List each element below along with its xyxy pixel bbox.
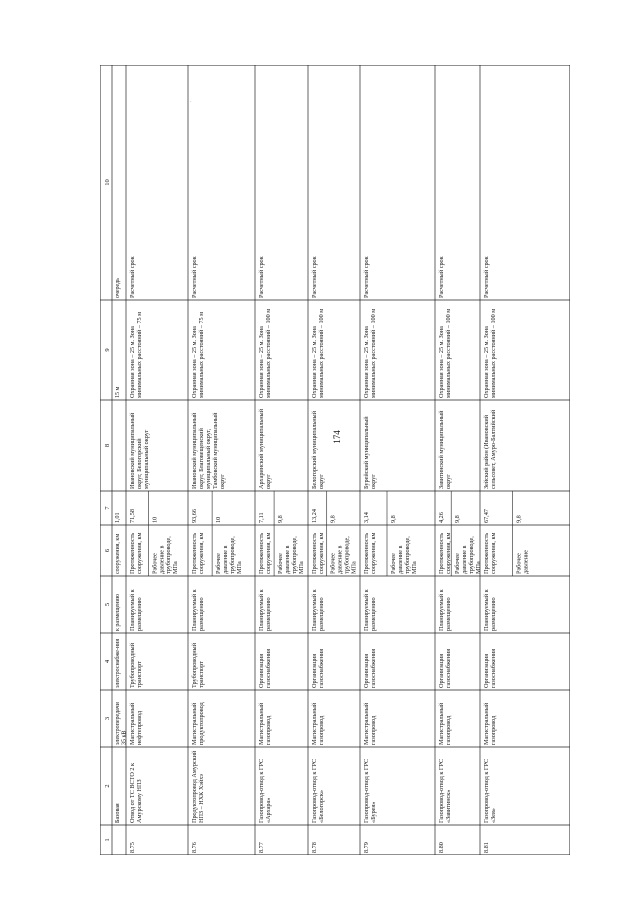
row-number: 8.80 xyxy=(438,842,445,853)
object-name: Газопровод-отвод к ГРС«Белогорск» xyxy=(311,758,325,823)
object-status: Планируемый кразмещению xyxy=(191,589,205,631)
row-number: 8.81 xyxy=(483,842,490,853)
protection-zone: Охранная зона – 25 м. Зонаминимальных расстояний – 100 м xyxy=(363,308,377,398)
column-number: 5 xyxy=(104,602,111,607)
location: Ивановский муниципальныйокруг, Благовещенскиймуниципальный округ,Тамбовский муниципальныйокруг xyxy=(191,412,226,489)
continued-cell: электропередачи35 кВ xyxy=(115,702,128,745)
characteristic-name: Протяженностьсооружения, км xyxy=(129,532,143,574)
row-number: 8.77 xyxy=(258,842,265,853)
object-kind: Магистральныйгазопровод xyxy=(363,702,377,745)
column-number: 8 xyxy=(104,443,111,448)
characteristic-name: Рабочеедавление втрубопроводе,МПа xyxy=(390,536,418,574)
characteristic-value: 9,8 xyxy=(515,515,523,523)
characteristic-value: 3,14 xyxy=(363,512,370,523)
column-number: 4 xyxy=(104,659,111,664)
implementation-term: Расчетный срок xyxy=(129,256,136,298)
page-number: 174 xyxy=(331,430,342,444)
object-kind: Магистральныйгазопровод xyxy=(438,702,452,745)
characteristic-value: 10 xyxy=(215,516,223,523)
implementation-term: Расчетный срок xyxy=(363,256,370,298)
object-purpose: Трубопроводныйтранспорт xyxy=(191,642,205,688)
continued-cell: 15 м xyxy=(115,386,121,398)
object-purpose: Организациягазоснабжения xyxy=(363,648,377,688)
implementation-term: Расчетный срок xyxy=(258,256,265,298)
characteristic-name: Рабочеедавление втрубопроводе,МПа xyxy=(151,536,180,574)
object-status: Планируемый кразмещению xyxy=(483,589,497,631)
characteristic-value: 9,8 xyxy=(329,515,337,523)
object-name: Продуктопровод АмурскийНПЗ – НХК Хэйхэ xyxy=(191,750,205,823)
characteristic-value: 9,8 xyxy=(277,515,285,523)
characteristic-name: Рабочеедавление втрубопроводе,МПа xyxy=(329,536,358,574)
object-status: Планируемый кразмещению xyxy=(438,589,452,631)
continued-cell: к размещению xyxy=(115,593,121,631)
scan-mark: · xyxy=(190,100,192,105)
implementation-term: Расчетный срок xyxy=(311,256,318,298)
characteristic-name: Протяженностьсооружения, км xyxy=(191,532,205,574)
object-kind: Магистральныйнефтепровод xyxy=(129,702,143,745)
object-name: Газопровод-отвод к ГРС«Завитинск» xyxy=(438,758,452,823)
row-number: 8.78 xyxy=(311,842,318,853)
column-number: 3 xyxy=(104,716,111,721)
object-purpose: Организациягазоснабжения xyxy=(483,648,497,688)
column-number: 9 xyxy=(104,348,111,352)
table-body xyxy=(100,65,570,855)
protection-zone: Охранная зона – 25 м. Зонаминимальных расстояний – 100 м xyxy=(311,308,325,398)
object-purpose: Трубопроводныйтранспорт xyxy=(129,642,143,688)
column-number: 7 xyxy=(104,506,111,510)
row-number: 8.76 xyxy=(191,842,198,853)
column-number: 6 xyxy=(104,548,111,553)
characteristic-name: Протяженностьсооружения, км xyxy=(311,532,325,574)
characteristic-name: Протяженностьсооружения, км xyxy=(438,532,452,574)
continued-cell: Базовая xyxy=(115,803,121,823)
characteristic-value: 10 xyxy=(151,516,159,523)
characteristic-name: Протяженностьсооружения, км xyxy=(258,532,272,574)
object-kind: Магистральныйгазопровод xyxy=(258,702,272,745)
characteristic-value: 13,24 xyxy=(311,509,318,523)
protection-zone: Охранная зона – 25 м. Зонаминимальных расстояний – 100 м xyxy=(258,308,272,398)
protection-zone: Охранная зона – 25 м. Зонаминимальных расстояний – 75 м xyxy=(191,311,205,398)
location: Бурейский муниципальныйокруг xyxy=(363,416,377,489)
object-status: Планируемый кразмещению xyxy=(129,589,143,631)
location: Зейский район (Ивановскийсельсовет, Амуро-Балтийский xyxy=(483,409,497,489)
object-name: Отвод от ТС ВСТО 2 кАмурскому НПЗ xyxy=(129,763,143,823)
object-status: Планируемый кразмещению xyxy=(258,589,272,631)
characteristic-name: Рабочеедавление xyxy=(515,550,530,574)
implementation-term: Расчетный срок xyxy=(483,256,490,298)
object-status: Планируемый кразмещению xyxy=(311,589,325,631)
object-name: Газопровод-отвод к ГРС«Зея» xyxy=(483,758,497,823)
column-number: 2 xyxy=(104,784,111,788)
characteristic-value: 67,47 xyxy=(483,509,490,523)
object-kind: Магистральныйпродуктопровод xyxy=(191,702,205,745)
object-purpose: Организациягазоснабжения xyxy=(311,648,325,688)
object-kind: Магистральныйгазопровод xyxy=(311,702,325,745)
characteristic-name: Рабочеедавление втрубопроводе,МПа xyxy=(215,536,243,574)
location: Архаринский муниципальныйокруг xyxy=(258,408,272,489)
continued-cell: очередь xyxy=(115,278,121,298)
location: Завитинский муниципальныйокруг xyxy=(438,410,452,489)
object-name: Газопровод-отвод к ГРС«Архара» xyxy=(258,758,272,823)
characteristic-name: Протяженностьсооружения, км xyxy=(483,532,497,574)
continued-cell: сооружения, км xyxy=(115,533,121,574)
characteristic-value: 4,26 xyxy=(438,512,445,523)
characteristic-name: Рабочеедавление втрубопроводе,МПа xyxy=(454,536,483,574)
characteristic-name: Протяженностьсооружения, км xyxy=(363,532,377,574)
location: Белогорский муниципальныйокруг xyxy=(311,410,325,489)
object-name: Газопровод-отвод к ГРС«Бурея» xyxy=(363,758,377,823)
characteristic-value: 93,66 xyxy=(191,509,198,523)
characteristic-name: Рабочеедавление втрубопроводе,МПа xyxy=(277,536,305,574)
row-number: 8.75 xyxy=(129,842,136,853)
implementation-term: Расчетный срок xyxy=(438,256,445,298)
row-number: 8.79 xyxy=(363,842,370,853)
continued-cell: электроснабже-ния xyxy=(115,638,121,688)
object-status: Планируемый кразмещению xyxy=(363,589,377,631)
continued-cell: 1,01 xyxy=(115,512,121,523)
characteristic-value: 7,11 xyxy=(258,512,265,523)
characteristic-value: 71,58 xyxy=(129,509,136,523)
implementation-term: Расчетный срок xyxy=(191,256,198,298)
column-number: 10 xyxy=(104,179,111,186)
object-kind: Магистральныйгазопровод xyxy=(483,702,497,745)
protection-zone: Охранная зона – 25 м. Зонаминимальных расстояний – 75 м xyxy=(129,311,143,398)
protection-zone: Охранная зона – 25 м. Зонаминимальных расстояний – 100 м xyxy=(438,308,452,398)
object-purpose: Организациягазоснабжения xyxy=(438,648,452,688)
column-number: 1 xyxy=(104,838,111,842)
characteristic-value: 9,8 xyxy=(454,515,462,523)
rotated-table xyxy=(100,65,570,855)
characteristic-value: 9,8 xyxy=(390,515,397,523)
object-purpose: Организациягазоснабжения xyxy=(258,648,272,688)
protection-zone: Охранная зона – 25 м. Зонаминимальных расстояний – 100 м xyxy=(483,308,497,398)
location: Ивановский муниципальныйокруг, Белогорскиймуниципальный округ xyxy=(129,412,150,489)
